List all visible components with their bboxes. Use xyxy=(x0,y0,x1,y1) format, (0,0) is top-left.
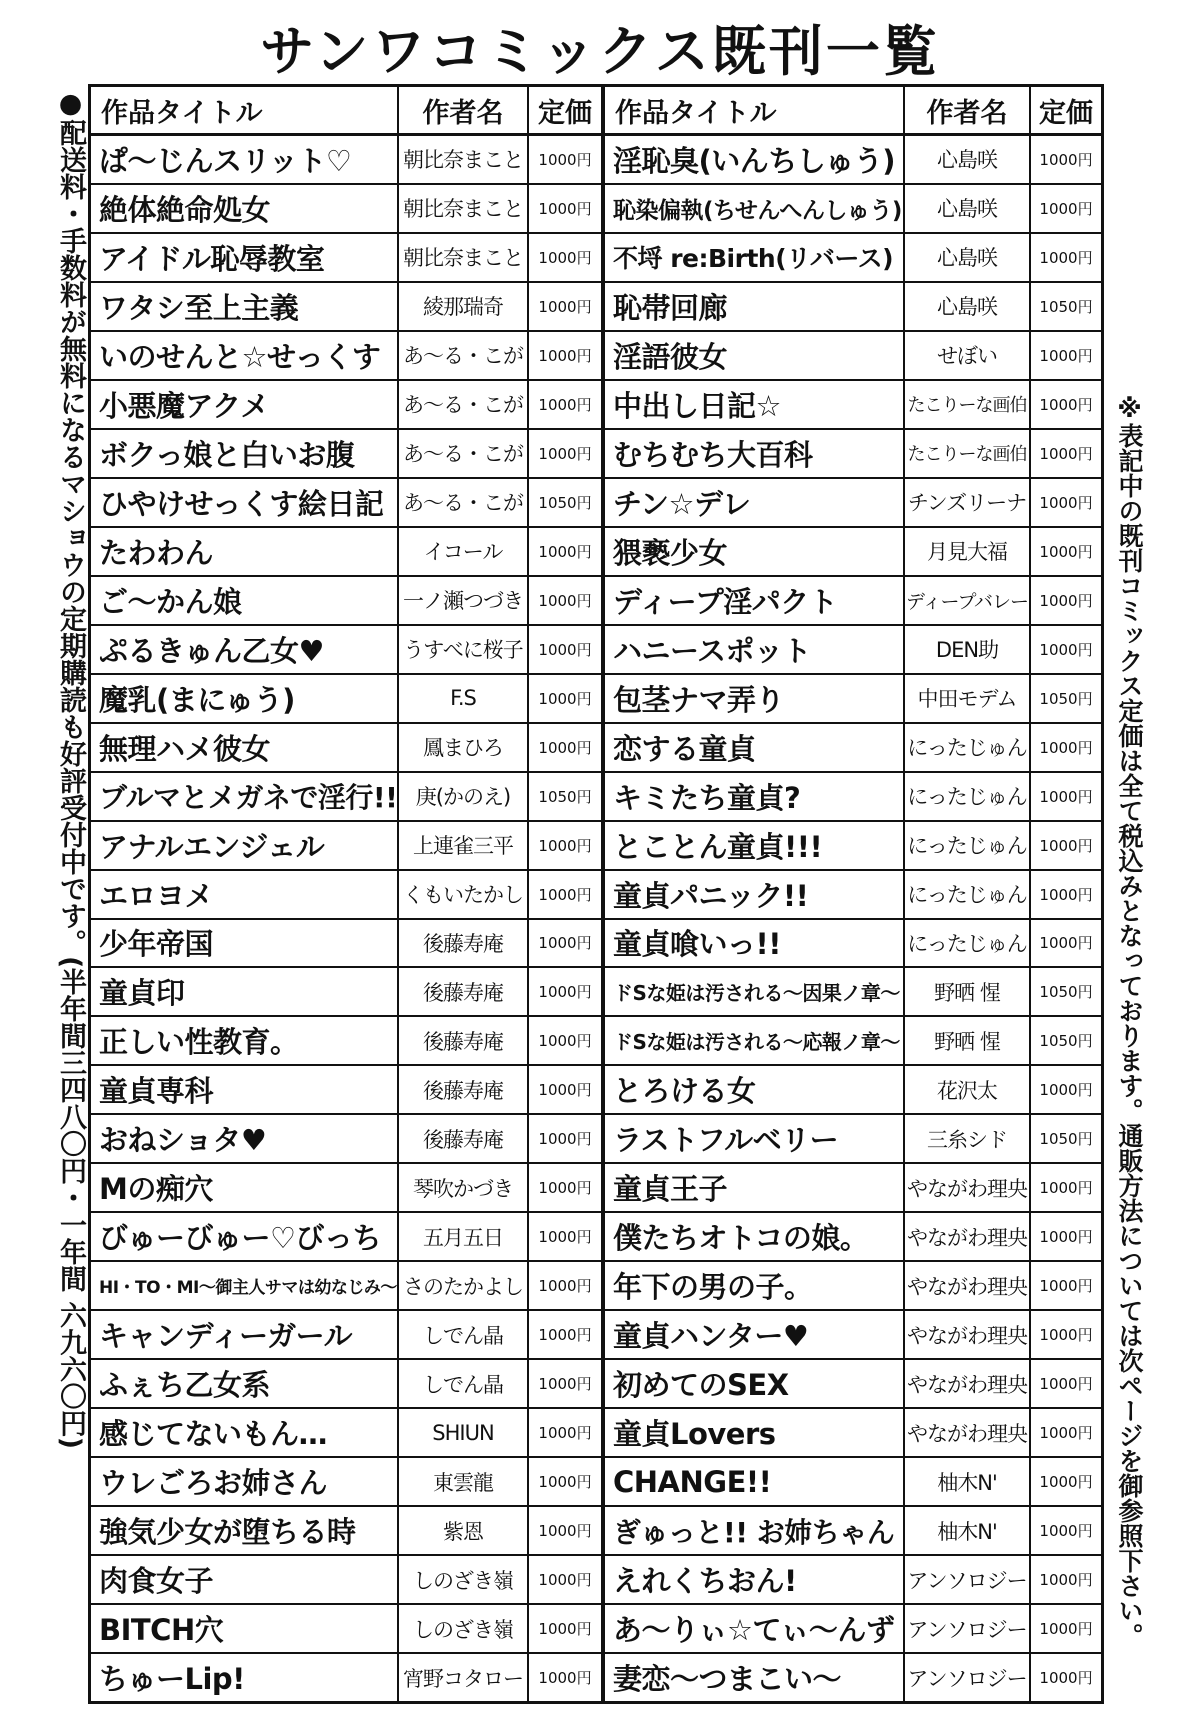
price-right: 1000円 xyxy=(1039,1277,1093,1296)
author-right: 中田モデム xyxy=(905,675,1031,722)
author-right: 心島咲 xyxy=(905,185,1031,232)
price-left: 1000円 xyxy=(529,1213,605,1260)
price-right: 1000円 xyxy=(1039,395,1093,414)
author-right: やながわ理央 xyxy=(905,1360,1031,1407)
author-left: SHIUN xyxy=(399,1409,529,1456)
price-left: 1000円 xyxy=(529,185,605,232)
author-right: 心島咲 xyxy=(905,136,1031,183)
title-left: BITCH穴 xyxy=(91,1605,399,1652)
title-right: 童貞王子 xyxy=(605,1164,905,1211)
author-left: 上連雀三平 xyxy=(399,822,529,869)
table-row xyxy=(91,1311,1101,1360)
author-left: 鳳まひろ xyxy=(399,724,529,771)
title-left: 強気少女が堕ちる時 xyxy=(91,1507,399,1554)
author-right: DEN助 xyxy=(905,626,1031,673)
table-row xyxy=(91,1654,1101,1701)
title-right: えれくちおん! xyxy=(605,1556,905,1603)
author-left: あ〜る・こが xyxy=(399,430,529,477)
title-right: 初めてのSEX xyxy=(605,1360,905,1407)
table-row xyxy=(91,1066,1101,1115)
price-right: 1050円 xyxy=(1039,297,1093,316)
title-right: キミたち童貞? xyxy=(605,773,905,820)
table-row xyxy=(91,283,1101,332)
table-row xyxy=(91,1556,1101,1605)
author-right: 柚木N' xyxy=(905,1458,1031,1505)
table-row xyxy=(91,1507,1101,1556)
author-left: 後藤寿庵 xyxy=(399,968,529,1015)
table-row xyxy=(91,871,1101,920)
table-row xyxy=(91,185,1101,234)
price-left: 1000円 xyxy=(529,381,605,428)
title-right: あ〜りぃ☆てぃ〜んず xyxy=(605,1605,905,1652)
table-row xyxy=(91,234,1101,283)
price-right: 1000円 xyxy=(1039,542,1093,561)
price-left: 1000円 xyxy=(529,968,605,1015)
price-left: 1000円 xyxy=(529,675,605,722)
author-left: 庚(かのえ) xyxy=(399,773,529,820)
table-row xyxy=(91,773,1101,822)
table-row xyxy=(91,675,1101,724)
price-right: 1050円 xyxy=(1039,689,1093,708)
author-left: 朝比奈まこと xyxy=(399,185,529,232)
price-left: 1000円 xyxy=(529,920,605,967)
price-left: 1000円 xyxy=(529,626,605,673)
price-right: 1000円 xyxy=(1039,1473,1093,1492)
price-right: 1000円 xyxy=(1039,1620,1093,1639)
author-right: やながわ理央 xyxy=(905,1164,1031,1211)
table-row xyxy=(91,724,1101,773)
title-left: ぱ〜じんスリット♡ xyxy=(91,136,399,183)
price-left: 1000円 xyxy=(529,1262,605,1309)
table-row xyxy=(91,136,1101,185)
title-right: 恥染偏執(ちせんへんしゅう) xyxy=(605,185,905,232)
price-right: 1000円 xyxy=(1039,738,1093,757)
title-left: 小悪魔アクメ xyxy=(91,381,399,428)
author-right: やながわ理央 xyxy=(905,1311,1031,1358)
title-left: アイドル恥辱教室 xyxy=(91,234,399,281)
author-left: うすべに桜子 xyxy=(399,626,529,673)
title-right: ハニースポット xyxy=(605,626,905,673)
price-right: 1000円 xyxy=(1039,248,1093,267)
title-left: Mの痴穴 xyxy=(91,1164,399,1211)
title-left: いのせんと☆せっくす xyxy=(91,332,399,379)
price-left: 1000円 xyxy=(529,1360,605,1407)
price-right: 1000円 xyxy=(1039,150,1093,169)
title-left: ふぇち乙女系 xyxy=(91,1360,399,1407)
header-title-left: 作品タイトル xyxy=(91,87,399,133)
title-right: ぎゅっと!! お姉ちゃん xyxy=(605,1507,905,1554)
title-right: 童貞ハンター♥ xyxy=(605,1311,905,1358)
table-row xyxy=(91,1017,1101,1066)
header-price-right: 定価 xyxy=(1039,97,1093,129)
title-right: チン☆デレ xyxy=(605,479,905,526)
price-left: 1000円 xyxy=(529,577,605,624)
title-left: 少年帝国 xyxy=(91,920,399,967)
author-right: やながわ理央 xyxy=(905,1409,1031,1456)
author-right: 野晒 惺 xyxy=(905,968,1031,1015)
title-left: キャンディーガール xyxy=(91,1311,399,1358)
price-right: 1000円 xyxy=(1039,1669,1093,1688)
price-left: 1000円 xyxy=(529,1605,605,1652)
author-right: にったじゅん xyxy=(905,724,1031,771)
price-right: 1000円 xyxy=(1039,1228,1093,1247)
price-left: 1000円 xyxy=(529,1654,605,1701)
title-left: ぷるきゅん乙女♥ xyxy=(91,626,399,673)
table-row xyxy=(91,1213,1101,1262)
title-left: 無理ハメ彼女 xyxy=(91,724,399,771)
header-price-left: 定価 xyxy=(529,87,605,133)
author-left: 一ノ瀬つづき xyxy=(399,577,529,624)
price-left: 1000円 xyxy=(529,430,605,477)
header-author-right: 作者名 xyxy=(905,87,1031,133)
subscription-note: ●配送料・手数料が無料になるマショウの定期購読も好評受付中です。(半年間三四八〇円・一年間 六九六〇円) xyxy=(55,88,86,1450)
author-left: あ〜る・こが xyxy=(399,381,529,428)
price-right: 1000円 xyxy=(1039,1179,1093,1198)
title-right: とことん童貞!!! xyxy=(605,822,905,869)
price-right: 1000円 xyxy=(1039,591,1093,610)
table-row xyxy=(91,332,1101,381)
price-right: 1000円 xyxy=(1039,1326,1093,1345)
price-right: 1050円 xyxy=(1039,983,1093,1002)
price-left: 1000円 xyxy=(529,1066,605,1113)
title-left: ご〜かん娘 xyxy=(91,577,399,624)
author-right: ディープバレー xyxy=(905,577,1031,624)
title-right: 童貞パニック!! xyxy=(605,871,905,918)
title-left: ひやけせっくす絵日記 xyxy=(91,479,399,526)
table-header xyxy=(91,87,1101,136)
page-title: サンワコミックス既刊一覧 xyxy=(260,20,940,83)
price-left: 1000円 xyxy=(529,1458,605,1505)
table-row xyxy=(91,968,1101,1017)
title-right: 僕たちオトコの娘。 xyxy=(605,1213,905,1260)
title-left: 童貞印 xyxy=(91,968,399,1015)
author-left: しでん晶 xyxy=(399,1360,529,1407)
table-row xyxy=(91,1262,1101,1311)
title-right: ドSな姫は汚される〜応報ノ章〜 xyxy=(605,1017,905,1064)
title-right: とろける女 xyxy=(605,1066,905,1113)
price-left: 1000円 xyxy=(529,1164,605,1211)
price-left: 1000円 xyxy=(529,1115,605,1162)
author-right: チンズリーナ xyxy=(905,479,1031,526)
title-left: ボクっ娘と白いお腹 xyxy=(91,430,399,477)
price-right: 1000円 xyxy=(1039,493,1093,512)
price-note: ※表記中の既刊コミックス定価は全て税込みとなっております。通販方法については次ページを御参照下さい。 xyxy=(1115,394,1144,1648)
price-right: 1000円 xyxy=(1039,1375,1093,1394)
title-right: CHANGE!! xyxy=(605,1458,905,1505)
price-right: 1000円 xyxy=(1039,1522,1093,1541)
author-left: 朝比奈まこと xyxy=(399,234,529,281)
price-left: 1000円 xyxy=(529,234,605,281)
price-left: 1000円 xyxy=(529,724,605,771)
author-right: 三糸シド xyxy=(905,1115,1031,1162)
title-right: むちむち大百科 xyxy=(605,430,905,477)
author-right: アンソロジー xyxy=(905,1556,1031,1603)
author-left: 宵野コタロー xyxy=(399,1654,529,1701)
author-left: しでん晶 xyxy=(399,1311,529,1358)
author-right: アンソロジー xyxy=(905,1654,1031,1701)
author-right: 心島咲 xyxy=(905,234,1031,281)
author-right: やながわ理央 xyxy=(905,1213,1031,1260)
table-row xyxy=(91,430,1101,479)
title-right: 淫語彼女 xyxy=(605,332,905,379)
author-left: 綾那瑞奇 xyxy=(399,283,529,330)
author-right: 柚木N' xyxy=(905,1507,1031,1554)
author-left: あ〜る・こが xyxy=(399,332,529,379)
author-left: さのたかよし xyxy=(399,1262,529,1309)
title-right: 淫恥臭(いんちしゅう) xyxy=(605,136,905,183)
title-left: びゅーびゅー♡びっち xyxy=(91,1213,399,1260)
table-row xyxy=(91,1360,1101,1409)
title-left: ウレごろお姉さん xyxy=(91,1458,399,1505)
author-right: 心島咲 xyxy=(905,283,1031,330)
price-right: 1000円 xyxy=(1039,346,1093,365)
author-right: にったじゅん xyxy=(905,822,1031,869)
title-left: 正しい性教育。 xyxy=(91,1017,399,1064)
price-left: 1000円 xyxy=(529,528,605,575)
table-row xyxy=(91,1458,1101,1507)
author-right: にったじゅん xyxy=(905,920,1031,967)
title-left: 絶体絶命処女 xyxy=(91,185,399,232)
price-right: 1000円 xyxy=(1039,444,1093,463)
author-left: くもいたかし xyxy=(399,871,529,918)
title-right: ディープ淫パクト xyxy=(605,577,905,624)
table-row xyxy=(91,577,1101,626)
author-left: F.S xyxy=(399,675,529,722)
title-left: 魔乳(まにゅう) xyxy=(91,675,399,722)
price-right: 1000円 xyxy=(1039,199,1093,218)
table-row xyxy=(91,1164,1101,1213)
author-right: 月見大福 xyxy=(905,528,1031,575)
price-left: 1000円 xyxy=(529,1409,605,1456)
price-right: 1000円 xyxy=(1039,885,1093,904)
author-left: しのざき嶺 xyxy=(399,1556,529,1603)
price-right: 1050円 xyxy=(1039,1032,1093,1051)
author-right: 花沢太 xyxy=(905,1066,1031,1113)
table-row xyxy=(91,822,1101,871)
title-left: おねショタ♥ xyxy=(91,1115,399,1162)
price-left: 1000円 xyxy=(529,1311,605,1358)
author-left: 朝比奈まこと xyxy=(399,136,529,183)
title-right: 猥褻少女 xyxy=(605,528,905,575)
price-right: 1000円 xyxy=(1039,934,1093,953)
author-left: しのざき嶺 xyxy=(399,1605,529,1652)
price-left: 1000円 xyxy=(529,822,605,869)
title-left: 肉食女子 xyxy=(91,1556,399,1603)
title-right: 不埒 re:Birth(リバース) xyxy=(605,234,905,281)
author-left: 紫恩 xyxy=(399,1507,529,1554)
author-right: 野晒 惺 xyxy=(905,1017,1031,1064)
title-right: ドSな姫は汚される〜因果ノ章〜 xyxy=(605,968,905,1015)
author-left: 後藤寿庵 xyxy=(399,1115,529,1162)
table-row xyxy=(91,1115,1101,1164)
author-right: たこりーな画伯 xyxy=(905,430,1031,477)
title-right: 童貞Lovers xyxy=(605,1409,905,1456)
price-left: 1000円 xyxy=(529,1507,605,1554)
price-left: 1000円 xyxy=(529,136,605,183)
author-right: せぼい xyxy=(905,332,1031,379)
author-right: にったじゅん xyxy=(905,871,1031,918)
price-right: 1000円 xyxy=(1039,640,1093,659)
title-right: ラストフルベリー xyxy=(605,1115,905,1162)
price-right: 1000円 xyxy=(1039,836,1093,855)
price-right: 1000円 xyxy=(1039,787,1093,806)
author-right: にったじゅん xyxy=(905,773,1031,820)
price-right: 1000円 xyxy=(1039,1424,1093,1443)
title-left: 童貞専科 xyxy=(91,1066,399,1113)
title-right: 童貞喰いっ!! xyxy=(605,920,905,967)
author-left: 琴吹かづき xyxy=(399,1164,529,1211)
price-left: 1000円 xyxy=(529,1556,605,1603)
title-right: 恥帯回廊 xyxy=(605,283,905,330)
price-right: 1050円 xyxy=(1039,1130,1093,1149)
title-right: 妻恋〜つまこい〜 xyxy=(605,1654,905,1701)
table-row xyxy=(91,1409,1101,1458)
price-left: 1000円 xyxy=(529,871,605,918)
table-row xyxy=(91,626,1101,675)
price-left: 1050円 xyxy=(529,773,605,820)
price-right: 1000円 xyxy=(1039,1571,1093,1590)
header-title-right: 作品タイトル xyxy=(605,87,905,133)
title-right: 年下の男の子。 xyxy=(605,1262,905,1309)
author-right: アンソロジー xyxy=(905,1605,1031,1652)
header-author-left: 作者名 xyxy=(399,87,529,133)
title-left: アナルエンジェル xyxy=(91,822,399,869)
author-right: やながわ理央 xyxy=(905,1262,1031,1309)
author-left: 五月五日 xyxy=(399,1213,529,1260)
title-left: たわわん xyxy=(91,528,399,575)
author-left: 東雲龍 xyxy=(399,1458,529,1505)
table-row xyxy=(91,920,1101,969)
title-right: 包茎ナマ弄り xyxy=(605,675,905,722)
title-left: HI・TO・MI〜御主人サマは幼なじみ〜 xyxy=(91,1262,399,1309)
catalog-table xyxy=(88,84,1104,1704)
title-left: ブルマとメガネで淫行!! xyxy=(91,773,399,820)
title-left: 感じてないもん… xyxy=(91,1409,399,1456)
table-row xyxy=(91,528,1101,577)
author-left: あ〜る・こが xyxy=(399,479,529,526)
price-left: 1000円 xyxy=(529,1017,605,1064)
price-left: 1000円 xyxy=(529,283,605,330)
price-right: 1000円 xyxy=(1039,1081,1093,1100)
author-left: 後藤寿庵 xyxy=(399,1017,529,1064)
title-left: ワタシ至上主義 xyxy=(91,283,399,330)
author-right: たこりーな画伯 xyxy=(905,381,1031,428)
author-left: 後藤寿庵 xyxy=(399,920,529,967)
table-row xyxy=(91,381,1101,430)
title-right: 中出し日記☆ xyxy=(605,381,905,428)
table-row xyxy=(91,479,1101,528)
author-left: イコール xyxy=(399,528,529,575)
price-left: 1050円 xyxy=(529,479,605,526)
title-right: 恋する童貞 xyxy=(605,724,905,771)
title-left: ちゅーLip! xyxy=(91,1654,399,1701)
author-left: 後藤寿庵 xyxy=(399,1066,529,1113)
table-row xyxy=(91,1605,1101,1654)
price-left: 1000円 xyxy=(529,332,605,379)
title-left: エロヨメ xyxy=(91,871,399,918)
